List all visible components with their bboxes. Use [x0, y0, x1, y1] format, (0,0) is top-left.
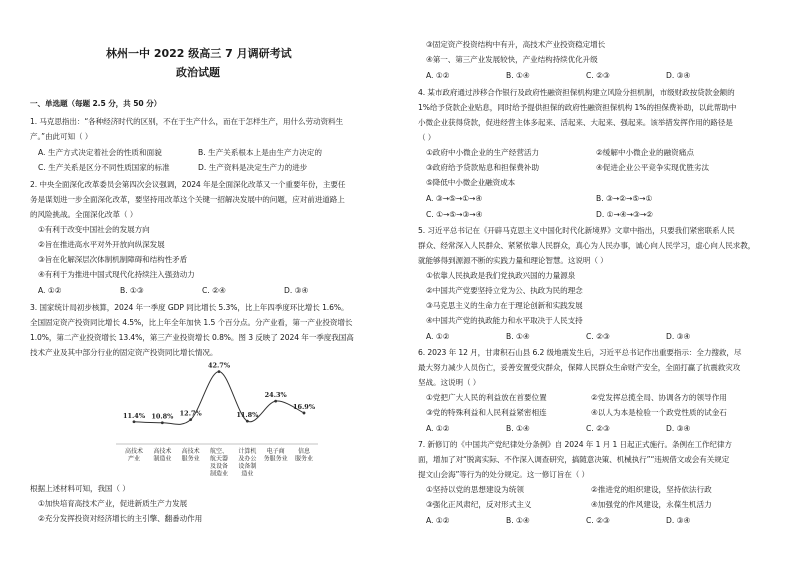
- data-label: 10.8%: [151, 412, 174, 421]
- category-label: 及设备: [209, 463, 229, 470]
- q5-item: ②中国共产党要坚持立党为公、执政为民的理念: [426, 286, 583, 295]
- category-label: 设备制: [238, 463, 257, 470]
- q7-item: ③强化正风肃纪，反对形式主义: [426, 500, 532, 509]
- q7-option-c: C. ②③: [586, 516, 610, 525]
- exam-title: 林州一中 2022 级高三 7 月调研考试: [106, 47, 292, 60]
- data-label: 11.4%: [122, 411, 146, 420]
- q3-item: ④第一、第三产业发展较快，产业结构持续优化升级: [426, 55, 598, 64]
- category-label: 服务业: [181, 455, 200, 463]
- q5-item: ①依靠人民执政是我们党执政兴国的力量源泉: [426, 271, 576, 280]
- q7-stem-line: 7. 新修订的《中国共产党纪律处分条例》自 2024 年 1 月 1 日起正式施行。条例在工作纪律方: [418, 440, 732, 449]
- q6-option-b: B. ①④: [506, 424, 530, 433]
- category-label: 造业: [241, 470, 254, 478]
- q1-option-b: B. 生产关系根本上是由生产力决定的: [198, 148, 322, 157]
- q5-option-b: B. ①④: [506, 332, 530, 341]
- q6-stem-line: 坚战。这说明（ ）: [418, 378, 481, 387]
- q3-item: ②充分发挥投资对经济增长的主引擎、翻番动作用: [38, 514, 203, 523]
- q5-item: ③马克思主义的生命力在于理论创新和实践发展: [426, 301, 583, 310]
- q3-stem-line: 3. 国家统计局初步核算，2024 年一季度 GDP 同比增长 5.3%，比上年四季度环比增长 1.6%。: [30, 303, 349, 312]
- data-label: 16.9%: [292, 402, 316, 411]
- q4-stem-line: 1%给予贷款企业贴息，同时给予提供担保的政府性融资担保机构 1%的担保费补助，以此帮助中: [418, 103, 737, 112]
- right-column: [418, 0, 774, 562]
- category-label: 高技术: [181, 448, 200, 455]
- q1-stem-line: 产。”由此可知（ ）: [30, 132, 93, 141]
- q3-option-c: C. ②③: [586, 71, 610, 80]
- category-label: 制造业: [153, 455, 172, 463]
- q3-option-b: B. ①④: [506, 71, 530, 80]
- data-point: [133, 420, 136, 423]
- q6-option-a: A. ①②: [426, 424, 450, 433]
- q7-option-b: B. ①④: [506, 516, 530, 525]
- q7-stem-line: 提文山会海”等行为的处分规定。这一修订旨在（ ）: [418, 470, 590, 479]
- q5-option-a: A. ①②: [426, 332, 450, 341]
- category-label: 计算机: [238, 448, 257, 455]
- category-label: 制造业: [209, 470, 229, 478]
- category-label: 及办公: [238, 455, 257, 463]
- data-point: [246, 420, 249, 423]
- q4-item: ②缓解中小微企业的融资痛点: [596, 148, 694, 157]
- q4-option-c: C. ①→⑤→③→④: [426, 210, 483, 219]
- data-label: 12.7%: [179, 409, 202, 418]
- q3-item: ③固定资产投资结构中有升，高技术产业投资稳定增长: [426, 40, 606, 49]
- q4-item: ①政府中小微企业的生产经营活力: [426, 148, 540, 157]
- category-label: 航空、: [209, 448, 229, 455]
- q2-option-a: A. ①②: [38, 286, 62, 295]
- q2-option-b: B. ①③: [120, 286, 144, 295]
- q5-option-d: D. ③④: [666, 332, 691, 341]
- q1-option-c: C. 生产关系是区分不同性质国家的标准: [38, 163, 170, 172]
- data-point: [303, 412, 306, 415]
- category-label: 务服务业: [263, 455, 288, 463]
- data-label: 24.3%: [264, 391, 287, 400]
- q4-stem-line: 4. 某市政府通过涉移合作银行及政府性融资担保机构建立风险分担机制，市级财政按贷款金额的: [418, 88, 735, 97]
- q3-option-d: D. ③④: [666, 71, 691, 80]
- category-label: 产业: [127, 455, 141, 463]
- category-label: 高技术: [153, 448, 172, 455]
- data-point: [161, 421, 164, 424]
- q5-option-c: C. ②③: [586, 332, 610, 341]
- category-label: 高技术: [124, 448, 144, 455]
- q3-item: ①加快培育高技术产业，促进新质生产力发展: [38, 499, 188, 508]
- exam-subtitle: 政治试题: [176, 66, 220, 79]
- q7-item: ①坚持以党的思想建设为统领: [426, 485, 524, 494]
- q3-stem-line: 全国固定资产投资同比增长 4.5%，比上年全年加快 1.5 个百分点。分产业看，第一产业投资增长: [30, 318, 353, 327]
- q3-prompt: 根据上述材料可知，我国（ ）: [30, 484, 130, 493]
- q4-option-b: B. ③→②→⑤→①: [596, 194, 653, 203]
- q6-item: ①党把广大人民的利益放在首要位置: [426, 393, 547, 402]
- q4-option-a: A. ③→⑤→①→④: [426, 194, 483, 203]
- q2-item: ①有利于改变中国社会的发展方向: [38, 225, 150, 234]
- category-label: 信息: [297, 448, 311, 455]
- q1-option-a: A. 生产方式决定着社会的性质和面貌: [38, 148, 162, 157]
- section-heading: 一、单选题（每题 2.5 分，共 50 分）: [30, 99, 162, 108]
- q2-item: ④有利于为推进中国式现代化持续注入强劲动力: [38, 270, 195, 279]
- q2-item: ③旨在化解深层次体制机制障碍和结构性矛盾: [38, 255, 188, 264]
- q3-stem-line: 1.0%，第二产业投资增长 13.4%，第三产业投资增长 0.8%。图 3 反映了 2024 年一季度我国高: [30, 333, 354, 342]
- q2-item: ②旨在推进高水平对外开放向纵深发展: [38, 240, 165, 249]
- q6-option-d: D. ③④: [666, 424, 691, 433]
- investment-growth-chart: [112, 360, 322, 480]
- q3-stem-line: 技术产业及其中部分行业的固定资产投资同比增长情况。: [30, 348, 218, 357]
- q2-stem-line: 2. 中央全面深化改革委员会第四次会议强调，2024 年是全面深化改革又一个重要年份，主要任: [30, 180, 346, 189]
- q2-stem-line: 务是谋划进一步全面深化改革，要坚持用改革这个关键一招解决发展中的问题，应对前进道路上: [30, 195, 345, 204]
- q7-item: ④加强党的作风建设，永葆生机活力: [591, 500, 712, 509]
- q7-item: ②推进党的组织建设，坚持依法行政: [591, 485, 712, 494]
- q7-option-d: D. ③④: [666, 516, 691, 525]
- left-column: [30, 0, 400, 562]
- category-label: 电子商: [266, 448, 285, 455]
- q7-option-a: A. ①②: [426, 516, 450, 525]
- q4-option-d: D. ①→④→③→②: [596, 210, 653, 219]
- q3-option-a: A. ①②: [426, 71, 450, 80]
- q7-stem-line: 面，增加了对“脱离实际、不作深入调查研究，搞随意决策、机械执行”“违规借文或会有关规定: [418, 455, 730, 464]
- data-point: [218, 370, 221, 373]
- q4-item: ④促进企业公平竞争实现优胜劣汰: [596, 163, 710, 172]
- q2-option-c: C. ②④: [202, 286, 226, 295]
- q2-option-d: D. ③④: [284, 286, 309, 295]
- q4-stem-line: （ ）: [418, 133, 436, 142]
- q6-stem-line: 6. 2023 年 12 月，甘肃积石山县 6.2 级地震发生后，习近平总书记作出重要指示：全力搜救，尽: [418, 348, 742, 357]
- q5-item: ④中国共产党的执政能力和水平取决于人民支持: [426, 316, 583, 325]
- data-label: 42.7%: [207, 361, 231, 370]
- q6-item: ④以人为本是检验一个政党性质的试金石: [591, 408, 727, 417]
- q1-stem-line: 1. 马克思指出：“各种经济时代的区别，不在于生产什么，而在于怎样生产，用什么劳动资料生: [30, 117, 343, 126]
- data-point: [274, 400, 277, 403]
- data-point: [189, 418, 192, 421]
- q4-item: ③政府给予贷款贴息和担保费补助: [426, 163, 540, 172]
- category-label: 航天器: [209, 455, 229, 463]
- q5-stem-line: 就能够得到源源不断的实践力量和理论智慧。这说明（ ）: [418, 256, 608, 265]
- q4-item: ⑤降低中小微企业融资成本: [426, 178, 516, 187]
- q1-option-d: D. 生产资料是决定生产力的进步: [198, 163, 308, 172]
- q6-option-c: C. ②③: [586, 424, 610, 433]
- q6-item: ③党的特殊利益和人民利益紧密相连: [426, 408, 547, 417]
- q5-stem-line: 5. 习近平总书记在《开辟马克思主义中国化时代化新境界》文章中指出，只要我们紧密联系人民: [418, 226, 735, 235]
- q6-item: ②党发挥总揽全局、协调各方的领导作用: [591, 393, 727, 402]
- q4-stem-line: 小微企业获得贷款，促进经营主体多起来、活起来、大起来、强起来。该举措发挥作用的路径是: [418, 118, 733, 127]
- q2-stem-line: 的风险挑战。全面深化改革（ ）: [30, 210, 138, 219]
- category-label: 服务业: [294, 455, 314, 463]
- data-label: 11.8%: [236, 411, 259, 420]
- q6-stem-line: 最大努力减少人员伤亡，妥善安置受灾群众，保障人民群众生命财产安全，全面打赢了抗震救灾攻: [418, 363, 741, 372]
- q5-stem-line: 群众、经常深入人民群众、紧紧依靠人民群众，真心为人民办事，诚心向人民学习，虚心向人民求教，: [418, 241, 756, 250]
